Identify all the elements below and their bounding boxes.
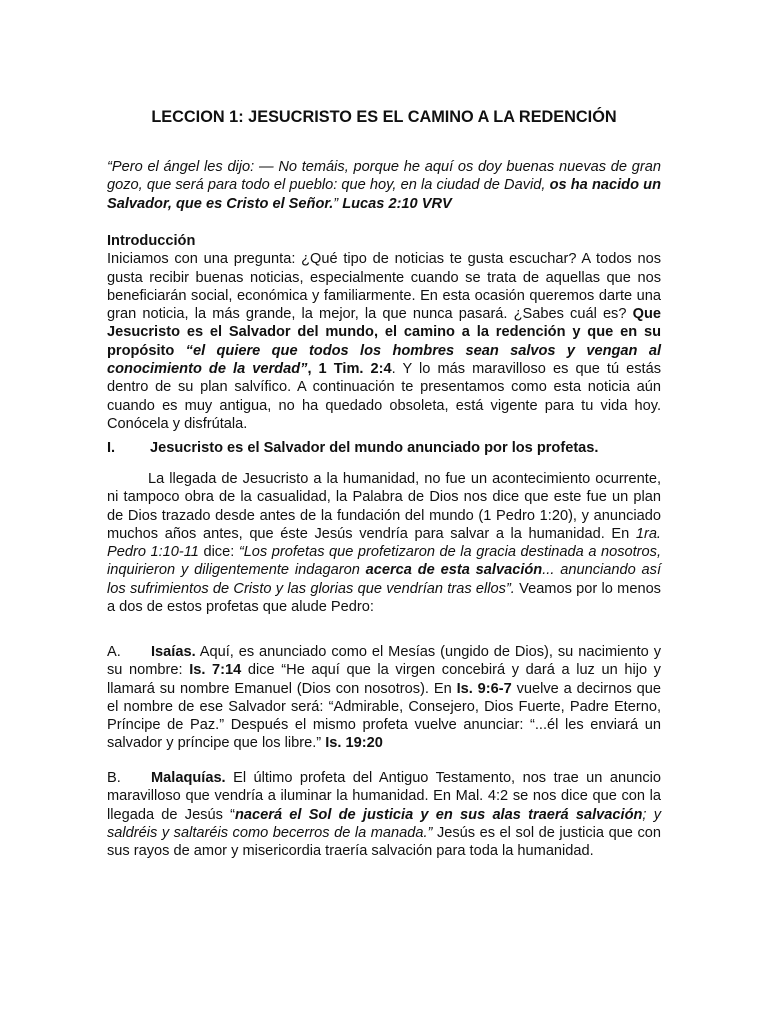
introduction-section (107, 232, 661, 433)
section-1-text-1: La llegada de Jesucristo a la humanidad, no fue un acontecimiento ocurrente, ni tampoco obra de la casualidad, la Palabra de Dios nos dice que este fue un plan de Dios trazado desde antes de la fundación del mundo (1 Pedro 1:20), y anunciado muchos años antes, que éste Jesús vendría para salvar a la humanidad. En (107, 471, 661, 542)
item-b-malaquias (107, 769, 661, 860)
section-1-quote-1: “Los profetas que profetizaron de la gracia destinada a nosotros, inquirieron y diligentemente indagaron (107, 544, 662, 579)
epigraph-closing: ” (333, 195, 343, 212)
item-a-name: Isaías. (151, 644, 196, 660)
item-a-text-2: dice “He aquí que la virgen concebirá y dará a luz un hijo y llamará su nombre Emanuel (Dios con nosotros). En (107, 662, 661, 697)
section-1-quote-2: ... anunciando así los sufrimientos de Cristo y las glorias que vendrían tras ellos”. (107, 562, 662, 597)
item-b-quote-emphasis: nacerá el Sol de justicia y en sus alas traerá salvación (235, 806, 643, 823)
section-1-title: Jesucristo es el Salvador del mundo anunciado por los profetas. (150, 440, 599, 456)
section-1-ref: 1ra. Pedro 1:10-11 (107, 525, 661, 561)
intro-text-1: Iniciamos con una pregunta: ¿Qué tipo de noticias te gusta escuchar? A todos nos gusta recibir buenas noticias, especialmente cuando se trata de aquellas que nos beneficiarán social, económica y familiarmente. En esta ocasión queremos darte una gran noticia, la más grande, la mejor, la que nunca pasará. ¿Sabes cuál es? (107, 251, 661, 323)
epigraph-reference: Lucas 2:10 VRV (342, 195, 452, 212)
item-b-letter: B. (107, 770, 121, 786)
lesson-title: LECCION 1: JESUCRISTO ES EL CAMINO A LA REDENCIÓN (151, 108, 617, 126)
intro-quote: “el quiere que todos los hombres sean salvos y vengan al conocimiento de la verdad” (107, 342, 661, 378)
introduction-heading: Introducción (107, 233, 196, 249)
item-b-text-1: El último profeta del Antiguo Testamento, nos trae un anuncio maravilloso que vendría a iluminar la humanidad. En Mal. 4:2 se nos dice que con la llegada de Jesús “ (107, 770, 661, 823)
item-b-name: Malaquías. (151, 770, 226, 786)
item-a-text-3: vuelve a decirnos que el nombre de ese Salvador será: “Admirable, Consejero, Dios Fuerte, Padre Eterno, Príncipe de Paz.” Después el mismo profeta vuelve anunciar: “...él les enviará un salvador y príncipe que los libre.” (107, 680, 662, 752)
item-a-ref-2: Is. 9:6-7 (456, 680, 512, 697)
intro-bold-statement: Que Jesucristo es el Salvador del mundo, el camino a la redención y que en su propósito (107, 306, 661, 359)
section-1-text-3: Veamos por lo menos a dos de estos profetas que alude Pedro: (107, 580, 661, 616)
epigraph-emphasis: os ha nacido un Salvador, que es Cristo el Señor. (107, 177, 661, 212)
epigraph-text: “Pero el ángel les dijo: — No temáis, porque he aquí os doy buenas nuevas de gran gozo, que será para todo el pueblo: que hoy, en la ciudad de David, (107, 159, 661, 194)
section-1-number: I. (107, 440, 116, 456)
item-b-quote: ; y saldréis y saltaréis como becerros de la manada.” (107, 806, 661, 841)
section-1-quote-emphasis: acerca de esta salvación (365, 562, 543, 579)
section-1-heading (107, 439, 667, 457)
item-a-ref-3: Is. 19:20 (325, 735, 383, 752)
item-a-ref-1: Is. 7:14 (189, 662, 242, 679)
item-a-isaias (107, 643, 661, 753)
intro-reference: , 1 Tim. 2:4 (307, 361, 392, 378)
item-a-letter: A. (107, 644, 121, 660)
intro-text-2: . Y lo más maravilloso es que tú estás dentro de su plan salvífico. A continuación te presentamos como esta noticia aún cuando es muy antigua, no ha quedado obsoleta, está vigente para tu vida hoy. Conócela y disfrútala. (107, 361, 662, 432)
item-a-text-1: Aquí, es anunciado como el Mesías (ungido de Dios), su nacimiento y su nombre: (107, 644, 661, 679)
section-1-text-2: dice: (198, 544, 239, 561)
section-1-paragraph (107, 470, 661, 616)
item-b-text-2: Jesús es el sol de justicia que con sus rayos de amor y misericordia traería salvación para toda la humanidad. (107, 824, 661, 860)
epigraph (107, 158, 661, 213)
